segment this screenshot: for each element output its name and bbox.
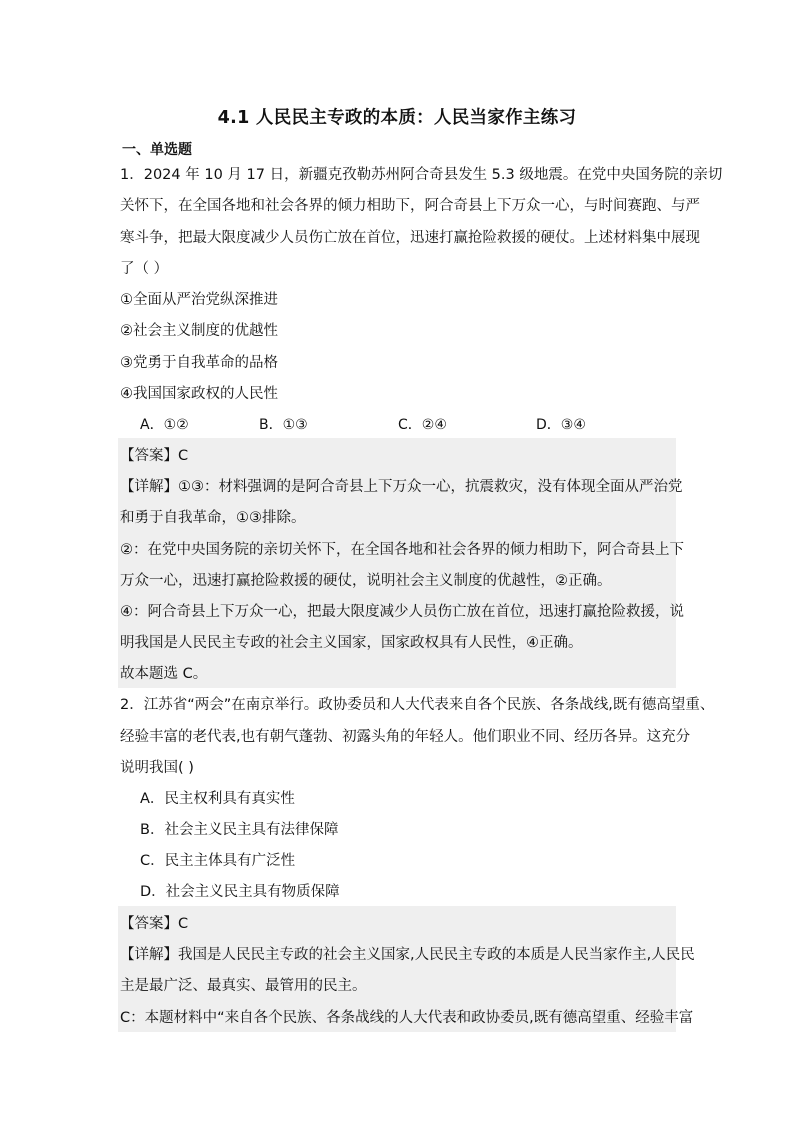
q1-option-a[interactable]: A．①② xyxy=(140,417,189,433)
q1-explanation-line: 万众一心，迅速打赢抢险救援的硬仗，说明社会主义制度的优越性，②正确。 xyxy=(120,573,612,589)
q2-explanation-line: 主是最广泛、最真实、最管用的民主。 xyxy=(120,978,367,994)
q2-option-a[interactable]: A．民主权利具有真实性 xyxy=(140,791,295,807)
q1-answer: 【答案】C xyxy=(120,448,189,464)
q2-stem-line: 2．江苏省“两会”在南京举行。政协委员和人大代表来自各个民族、各条战线,既有德高望重、 xyxy=(120,697,715,713)
q1-item: ②社会主义制度的优越性 xyxy=(120,323,278,339)
q2-option-d[interactable]: D．社会主义民主具有物质保障 xyxy=(140,884,340,900)
q1-item: ①全面从严治党纵深推进 xyxy=(120,292,278,308)
q1-option-b[interactable]: B．①③ xyxy=(259,417,308,433)
q2-stem-line: 说明我国( ) xyxy=(120,760,194,776)
q1-explanation-line: ④：阿合奇县上下万众一心，把最大限度减少人员伤亡放在首位，迅速打赢抢险救援，说 xyxy=(120,604,684,620)
q1-explanation-line: ②：在党中央国务院的亲切关怀下，在全国各地和社会各界的倾力相助下，阿合奇县上下 xyxy=(120,542,684,558)
q1-option-d[interactable]: D．③④ xyxy=(536,417,586,433)
q2-answer: 【答案】C xyxy=(120,916,189,932)
q2-stem-line: 经验丰富的老代表,也有朝气蓬勃、初露头角的年轻人。他们职业不同、经历各异。这充分 xyxy=(120,729,691,745)
q1-option-c[interactable]: C．②④ xyxy=(398,417,447,433)
q2-explanation-line: 【详解】我国是人民民主专政的社会主义国家,人民民主专政的本质是人民当家作主,人民民 xyxy=(120,947,695,963)
section-heading: 一、单选题 xyxy=(122,142,192,158)
q1-explanation-line: 明我国是人民民主专政的社会主义国家，国家政权具有人民性，④正确。 xyxy=(120,635,583,651)
q1-explanation-line: 故本题选 C。 xyxy=(120,666,208,682)
q2-option-c[interactable]: C．民主主体具有广泛性 xyxy=(140,853,296,869)
q1-stem-line: 1．2024 年 10 月 17 日，新疆克孜勒苏州阿合奇县发生 5.3 级地震。在党中央国务院的亲切 xyxy=(120,167,723,183)
q1-item: ③党勇于自我革命的品格 xyxy=(120,355,278,371)
q1-explanation-line: 和勇于自我革命，①③排除。 xyxy=(120,510,306,526)
q1-stem-line: 了（ ） xyxy=(120,261,169,277)
q1-stem-line: 关怀下，在全国各地和社会各界的倾力相助下，阿合奇县上下万众一心，与时间赛跑、与严 xyxy=(120,198,700,214)
q1-item: ④我国国家政权的人民性 xyxy=(120,386,278,402)
q2-option-b[interactable]: B．社会主义民主具有法律保障 xyxy=(140,822,339,838)
q1-explanation-line: 【详解】①③：材料强调的是阿合奇县上下万众一心，抗震救灾，没有体现全面从严治党 xyxy=(120,479,683,495)
q1-stem-line: 寒斗争，把最大限度减少人员伤亡放在首位，迅速打赢抢险救援的硬仗。上述材料集中展现 xyxy=(120,230,700,246)
page-title: 4.1 人民民主专政的本质：人民当家作主练习 xyxy=(217,108,577,128)
q2-explanation-line: C：本题材料中“来自各个民族、各条战线的人大代表和政协委员,既有德高望重、经验丰富 xyxy=(120,1010,694,1026)
